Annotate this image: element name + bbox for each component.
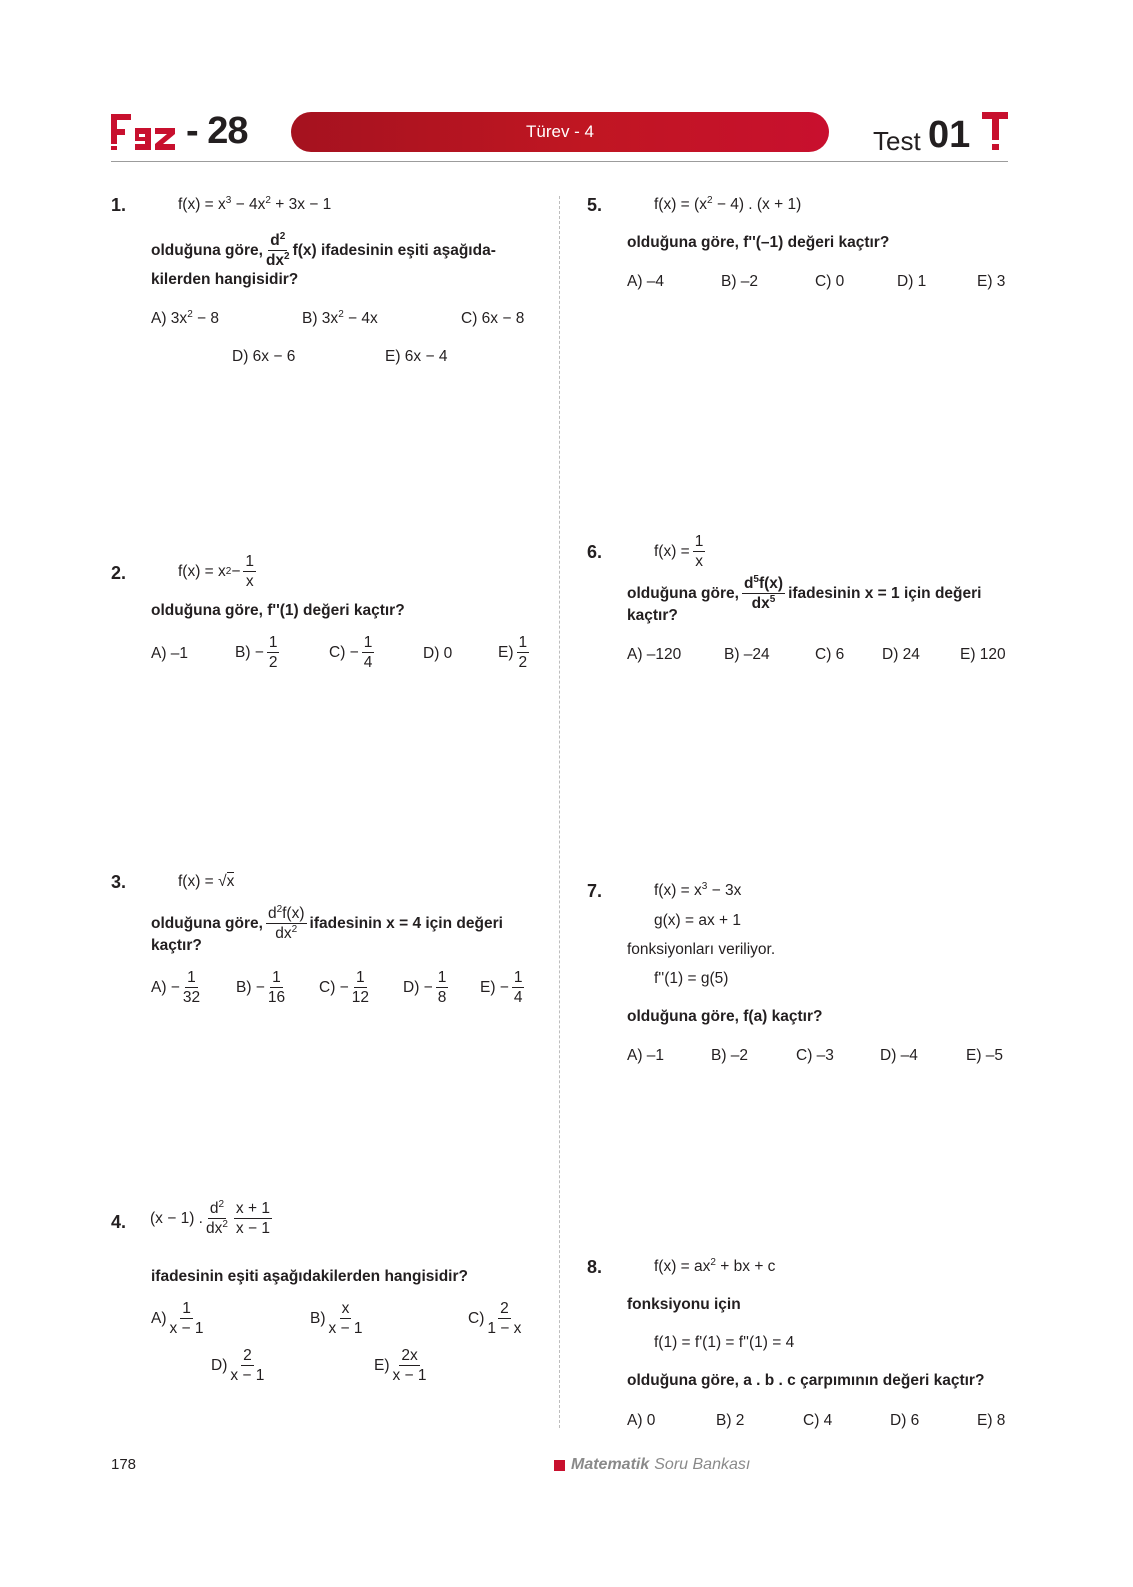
q3-function: f(x) = √x <box>178 873 235 890</box>
q8-function: $f(x) = ax^2$ + bx + c <box>654 1257 776 1275</box>
q6-question-line2: kaçtır? <box>627 607 678 624</box>
q2-option-b[interactable]: B) − $\frac{1}{2}$ <box>235 634 278 672</box>
q1-option-e[interactable]: E) 6x − 4 <box>385 348 448 365</box>
q3-option-b[interactable]: B) − $\frac{1}{16}$ <box>236 969 286 1007</box>
q1-question-line2: kilerden hangisidir? <box>151 271 299 288</box>
red-square-icon <box>554 1460 565 1471</box>
q4-expression: (x − 1) . $\frac{d^2}{dx^2}$ $\frac{x + 1}{x - 1}$ <box>150 1199 270 1238</box>
square-root-icon: √ <box>218 873 227 890</box>
q2-function: f(x) = x 2 − $\frac{1}{x}$ <box>178 553 255 591</box>
q8-condition: f(1) = f'(1) = f''(1) = 4 <box>654 1334 795 1351</box>
q4-option-d[interactable]: D) $\frac{2}{x - 1}$ <box>211 1347 265 1385</box>
q2-option-c[interactable]: C) − $\frac{1}{4}$ <box>329 634 373 672</box>
q2-option-d[interactable]: D) 0 <box>423 645 453 662</box>
page-number: 178 <box>111 1456 137 1473</box>
q2-question: olduğuna göre, f''(1) değeri kaçtır? <box>151 602 405 619</box>
q4-number: 4. <box>111 1212 127 1232</box>
q5-question: olduğuna göre, f''(–1) değeri kaçtır? <box>627 234 890 251</box>
column-divider <box>559 196 560 1428</box>
q1-option-d[interactable]: D) 6x − 6 <box>232 348 296 365</box>
q7-number: 7. <box>587 881 603 901</box>
q7-option-d[interactable]: D) –4 <box>880 1047 918 1064</box>
q8-option-c[interactable]: C) 4 <box>803 1412 833 1429</box>
q6-option-d[interactable]: D) 24 <box>882 646 920 663</box>
brand-code: - 28 <box>186 110 248 152</box>
q3-option-d[interactable]: D) − $\frac{1}{8}$ <box>403 969 447 1007</box>
q6-option-b[interactable]: B) –24 <box>724 646 770 663</box>
q8-option-d[interactable]: D) 6 <box>890 1412 920 1429</box>
q6-option-a[interactable]: A) –120 <box>627 646 682 663</box>
test-mark-icon <box>982 112 1008 152</box>
q2-option-e[interactable]: E) $\frac{1}{2}$ <box>498 634 528 672</box>
q7-option-a[interactable]: A) –1 <box>627 1047 665 1064</box>
q4-option-b[interactable]: B) $\frac{x}{x - 1}$ <box>310 1300 363 1338</box>
q7-condition: f''(1) = g(5) <box>654 970 729 987</box>
q8-for-text: fonksiyonu için <box>627 1296 741 1313</box>
q7-given-text: fonksiyonları veriliyor. <box>627 941 776 958</box>
q8-number: 8. <box>587 1257 603 1277</box>
q7-f-definition: $f(x) = x^3 - 3x$ <box>654 881 742 899</box>
q1-option-b[interactable]: B) $3x^2 - 4x$ <box>302 309 378 327</box>
q4-question: ifadesinin eşiti aşağıdakilerden hangisidir? <box>151 1268 468 1285</box>
test-number: 01 <box>928 114 971 156</box>
q1-option-a[interactable]: A) $3x^2 - 8$ <box>151 309 220 327</box>
q8-option-e[interactable]: E) 8 <box>977 1412 1006 1429</box>
q1-question: olduğuna göre, $\frac{d^2}{dx^2}$ f(x) ifadesinin eşiti aşağıda- <box>151 231 496 270</box>
q3-question-line2: kaçtır? <box>151 937 202 954</box>
q4-option-e[interactable]: E) $\frac{2x}{x - 1}$ <box>374 1347 427 1385</box>
q1-option-c[interactable]: C) 6x − 8 <box>461 310 525 327</box>
q8-option-b[interactable]: B) 2 <box>716 1412 745 1429</box>
book-title-bold: Matematik <box>571 1456 650 1473</box>
book-title-rest: Soru Bankası <box>654 1456 751 1473</box>
q7-option-b[interactable]: B) –2 <box>711 1047 749 1064</box>
q5-option-b[interactable]: B) –2 <box>721 273 759 290</box>
q6-option-e[interactable]: E) 120 <box>960 646 1006 663</box>
q6-option-c[interactable]: C) 6 <box>815 646 845 663</box>
book-title <box>554 1456 750 1474</box>
brand-logo <box>111 112 183 152</box>
q5-function: $f(x) = (x^2 - 4)$ . (x + 1) <box>654 195 802 213</box>
q7-option-c[interactable]: C) –3 <box>796 1047 834 1064</box>
q8-option-a[interactable]: A) 0 <box>627 1412 656 1429</box>
q1-function: $f(x) = x^3 - 4x^2 + 3x - 1$ <box>178 195 332 213</box>
q7-option-e[interactable]: E) –5 <box>966 1047 1004 1064</box>
q1-derivative-operator: $\frac{d^2}{dx^2}$ <box>265 231 290 270</box>
faz-logo-icon <box>111 112 183 152</box>
q5-option-e[interactable]: E) 3 <box>977 273 1006 290</box>
q3-number: 3. <box>111 872 127 892</box>
header-divider <box>111 161 1008 162</box>
q7-g-definition: g(x) = ax + 1 <box>654 912 742 929</box>
q5-option-d[interactable]: D) 1 <box>897 273 927 290</box>
topic-title: Türev - 4 <box>525 122 595 141</box>
q3-option-a[interactable]: A) − $\frac{1}{32}$ <box>151 969 201 1007</box>
q5-option-c[interactable]: C) 0 <box>815 273 845 290</box>
q5-number: 5. <box>587 195 603 215</box>
test-label: Test <box>873 126 921 156</box>
q6-function: f(x) = $\frac{1}{x}$ <box>654 533 704 571</box>
q1-number: 1. <box>111 195 127 215</box>
q5-option-a[interactable]: A) –4 <box>627 273 665 290</box>
q4-option-a[interactable]: A) $\frac{1}{x - 1}$ <box>151 1300 204 1338</box>
q6-number: 6. <box>587 542 603 562</box>
q6-question: olduğuna göre, $\frac{d^5f(x)}{dx^5}$ ifadesinin x = 1 için değeri <box>627 574 982 613</box>
q4-option-c[interactable]: C) $\frac{2}{1 - x}$ <box>468 1300 522 1338</box>
q8-question: olduğuna göre, a . b . c çarpımının değeri kaçtır? <box>627 1372 985 1389</box>
q2-number: 2. <box>111 563 127 583</box>
q3-option-c[interactable]: C) − $\frac{1}{12}$ <box>319 969 369 1007</box>
q3-question: olduğuna göre, $\frac{d^2f(x)}{dx^2}$ ifadesinin x = 4 için değeri <box>151 904 503 943</box>
q2-option-a[interactable]: A) –1 <box>151 645 189 662</box>
q7-question: olduğuna göre, f(a) kaçtır? <box>627 1008 823 1025</box>
q3-option-e[interactable]: E) − $\frac{1}{4}$ <box>480 969 523 1007</box>
